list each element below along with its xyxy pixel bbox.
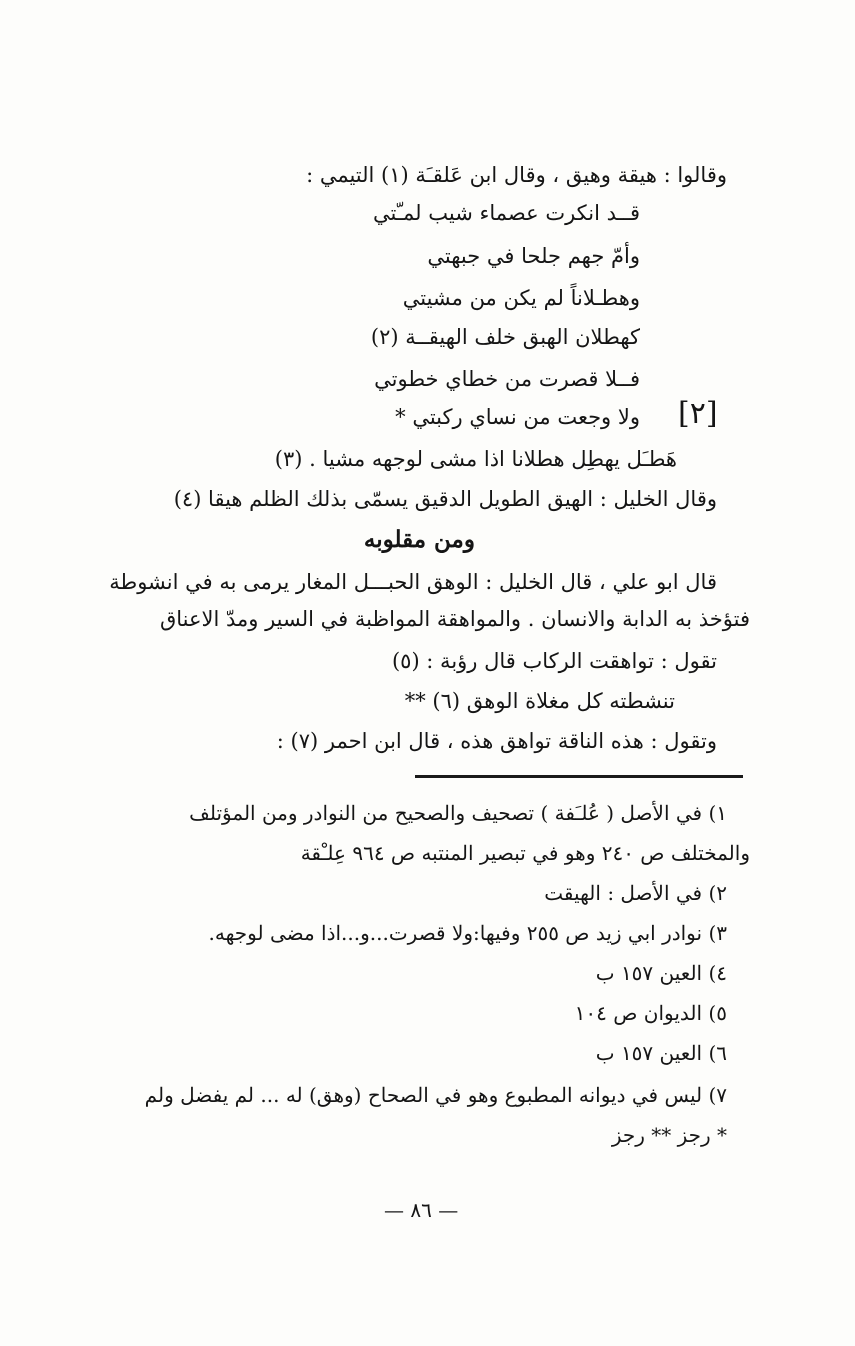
verse-line: وأمّ جهم جلحا في جبهتي (427, 244, 640, 268)
footnote-line: * رجز ** رجز (611, 1123, 727, 1147)
text-line: فتؤخذ به الدابة والانسان . والمواهقة المواظبة في السير ومدّ الاعناق (159, 607, 750, 631)
footnote-line: ٥) الديوان ص ١٠٤ (574, 1001, 727, 1025)
section-heading: ومن مقلوبه (363, 526, 475, 553)
text-line: وتقول : هذه الناقة تواهق هذه ، قال ابن احمر (٧) : (276, 729, 717, 753)
verse-line: وهطـلاناً لم يكن من مشيتي (402, 286, 640, 310)
footnote-line: ٤) العين ١٥٧ ب (595, 961, 727, 985)
quote-line: تنشطته كل مغلاة الوهق (٦) ** (404, 689, 675, 713)
footnote-separator (415, 775, 743, 778)
footnote-line: ٣) نوادر ابي زيد ص ٢٥٥ وفيها:ولا قصرت...و...اذا مضى لوجهه. (208, 921, 727, 945)
page-number: — ٨٦ — (384, 1198, 459, 1222)
text-line: قال ابو علي ، قال الخليل : الوهق الحبـــل المغار يرمى به في انشوطة (109, 570, 717, 594)
footnote-line: والمختلف ص ٢٤٠ وهو في تبصير المنتبه ص ٩٦٤ عِلـْقة (300, 841, 750, 865)
footnote-line: ٢) في الأصل : الهيقت (544, 881, 727, 905)
text-line: وقالوا : هيقة وهيق ، وقال ابن عَلقـَة (١) التيمي : (306, 163, 727, 187)
text-line: هَطـَل يهطِل هطلانا اذا مشى لوجهه مشيا . (٣) (274, 447, 677, 471)
margin-bracket: [٢] (678, 396, 718, 431)
text-line: تقول : تواهقت الركاب قال رؤبة : (٥) (391, 649, 717, 673)
verse-line: قــد انكرت عصماء شيب لمـّتي (373, 201, 640, 225)
text-line: وقال الخليل : الهيق الطويل الدقيق يسمّى بذلك الظلم هيقا (٤) (173, 487, 717, 511)
verse-line: كهطلان الهبق خلف الهيقــة (٢) (370, 325, 640, 349)
footnote-line: ١) في الأصل ( عُلـَفة ) تصحيف والصحيح من النوادر ومن المؤتلف (189, 801, 727, 825)
verse-line: ولا وجعت من نساي ركبتي * (395, 405, 640, 429)
footnote-line: ٦) العين ١٥٧ ب (595, 1041, 727, 1065)
verse-line: فــلا قصرت من خطاي خطوتي (374, 367, 640, 391)
footnote-line: ٧) ليس في ديوانه المطبوع وهو في الصحاح (وهق) له ... لم يفضل ولم (144, 1083, 727, 1107)
